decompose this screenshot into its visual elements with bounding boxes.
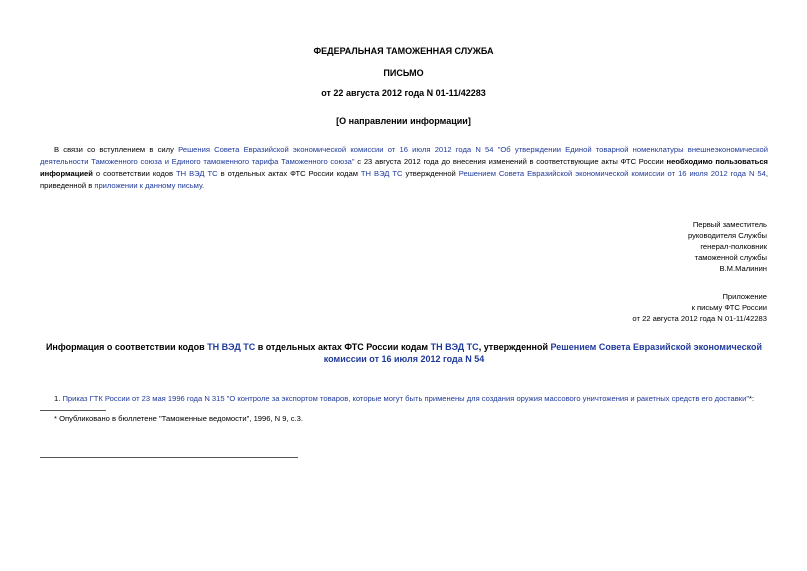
intro-text-7: . — [202, 181, 205, 190]
signature-line-4: таможенной службы — [694, 253, 767, 262]
link-tn-ved-2[interactable]: ТН ВЭД ТС — [360, 169, 403, 178]
annex-title — [40, 341, 768, 365]
signature-block — [688, 219, 767, 274]
intro-text-1: В связи со вступлением в силу — [54, 145, 179, 154]
intro-text-2: с 23 августа 2012 года до внесения изменений в соответствующие акты ФТС России — [354, 157, 667, 166]
link-tn-ved-4[interactable]: ТН ВЭД ТС — [430, 342, 479, 352]
footnote: * Опубликовано в бюллетене "Таможенные ведомости", 1996, N 9, с.3. — [54, 414, 303, 423]
link-decision-54-title[interactable]: Решением Совета Евразийской экономической комиссии от 16 июля 2012 года N 54 — [323, 342, 763, 364]
link-decision-54-full[interactable]: Решения Совета Евразийской экономической комиссии от 16 июля 2012 года N 54 "Об утверждении Единой товарной номенклатуры внешнеэкономической деятельности Таможенного союза и Единого таможенного тарифа Таможенного союза" — [40, 145, 768, 166]
document-subject: [О направлении информации] — [336, 116, 471, 126]
item-number: 1. — [54, 394, 63, 403]
signature-line-2: руководителя Службы — [687, 231, 767, 240]
list-item — [54, 394, 768, 404]
annex-header — [632, 291, 767, 324]
item-suffix: *: — [749, 394, 755, 403]
intro-paragraph — [40, 144, 768, 192]
signature-line-3: генерал-полковник — [700, 242, 767, 251]
annex-title-text-1: Информация о соответствии кодов — [45, 342, 208, 352]
annex-line-1: Приложение — [722, 292, 767, 301]
intro-text-6: , приведенной в — [40, 169, 768, 190]
signatory-name: В.М.Малинин — [719, 264, 767, 273]
footnote-divider — [40, 410, 106, 411]
link-decision-54-short[interactable]: Решением Совета Евразийской экономической комиссии от 16 июля 2012 года N 54 — [458, 169, 766, 178]
signature-line-1: Первый заместитель — [692, 220, 767, 229]
link-annex[interactable]: приложении к данному письму — [94, 181, 203, 190]
link-order-315[interactable]: Приказ ГТК России от 23 мая 1996 года N 315 "О контроле за экспортом товаров, которые могут быть применены для создания оружия массового уничтожения и ракетных средств его доставки" — [62, 394, 750, 403]
link-tn-ved-3[interactable]: ТН ВЭД ТС — [207, 342, 256, 352]
intro-bold-instruction: необходимо пользоваться информацией — [40, 157, 768, 178]
link-tn-ved-1[interactable]: ТН ВЭД ТС — [176, 169, 218, 178]
intro-text-5: утвержденной — [402, 169, 459, 178]
annex-line-2: к письму ФТС России — [691, 303, 767, 312]
annex-title-text-3: , утвержденной — [478, 342, 551, 352]
agency-title: ФЕДЕРАЛЬНАЯ ТАМОЖЕННАЯ СЛУЖБА — [313, 46, 494, 56]
intro-text-4: в отдельных актах ФТС России кодам — [217, 169, 361, 178]
bottom-divider — [40, 457, 298, 458]
annex-title-text-2: в отдельных актах ФТС России кодам — [255, 342, 431, 352]
document-date-number: от 22 августа 2012 года N 01-11/42283 — [321, 88, 486, 98]
intro-text-3: о соответствии кодов — [92, 169, 176, 178]
document-type: ПИСЬМО — [383, 68, 424, 78]
annex-line-3: от 22 августа 2012 года N 01-11/42283 — [632, 314, 767, 323]
